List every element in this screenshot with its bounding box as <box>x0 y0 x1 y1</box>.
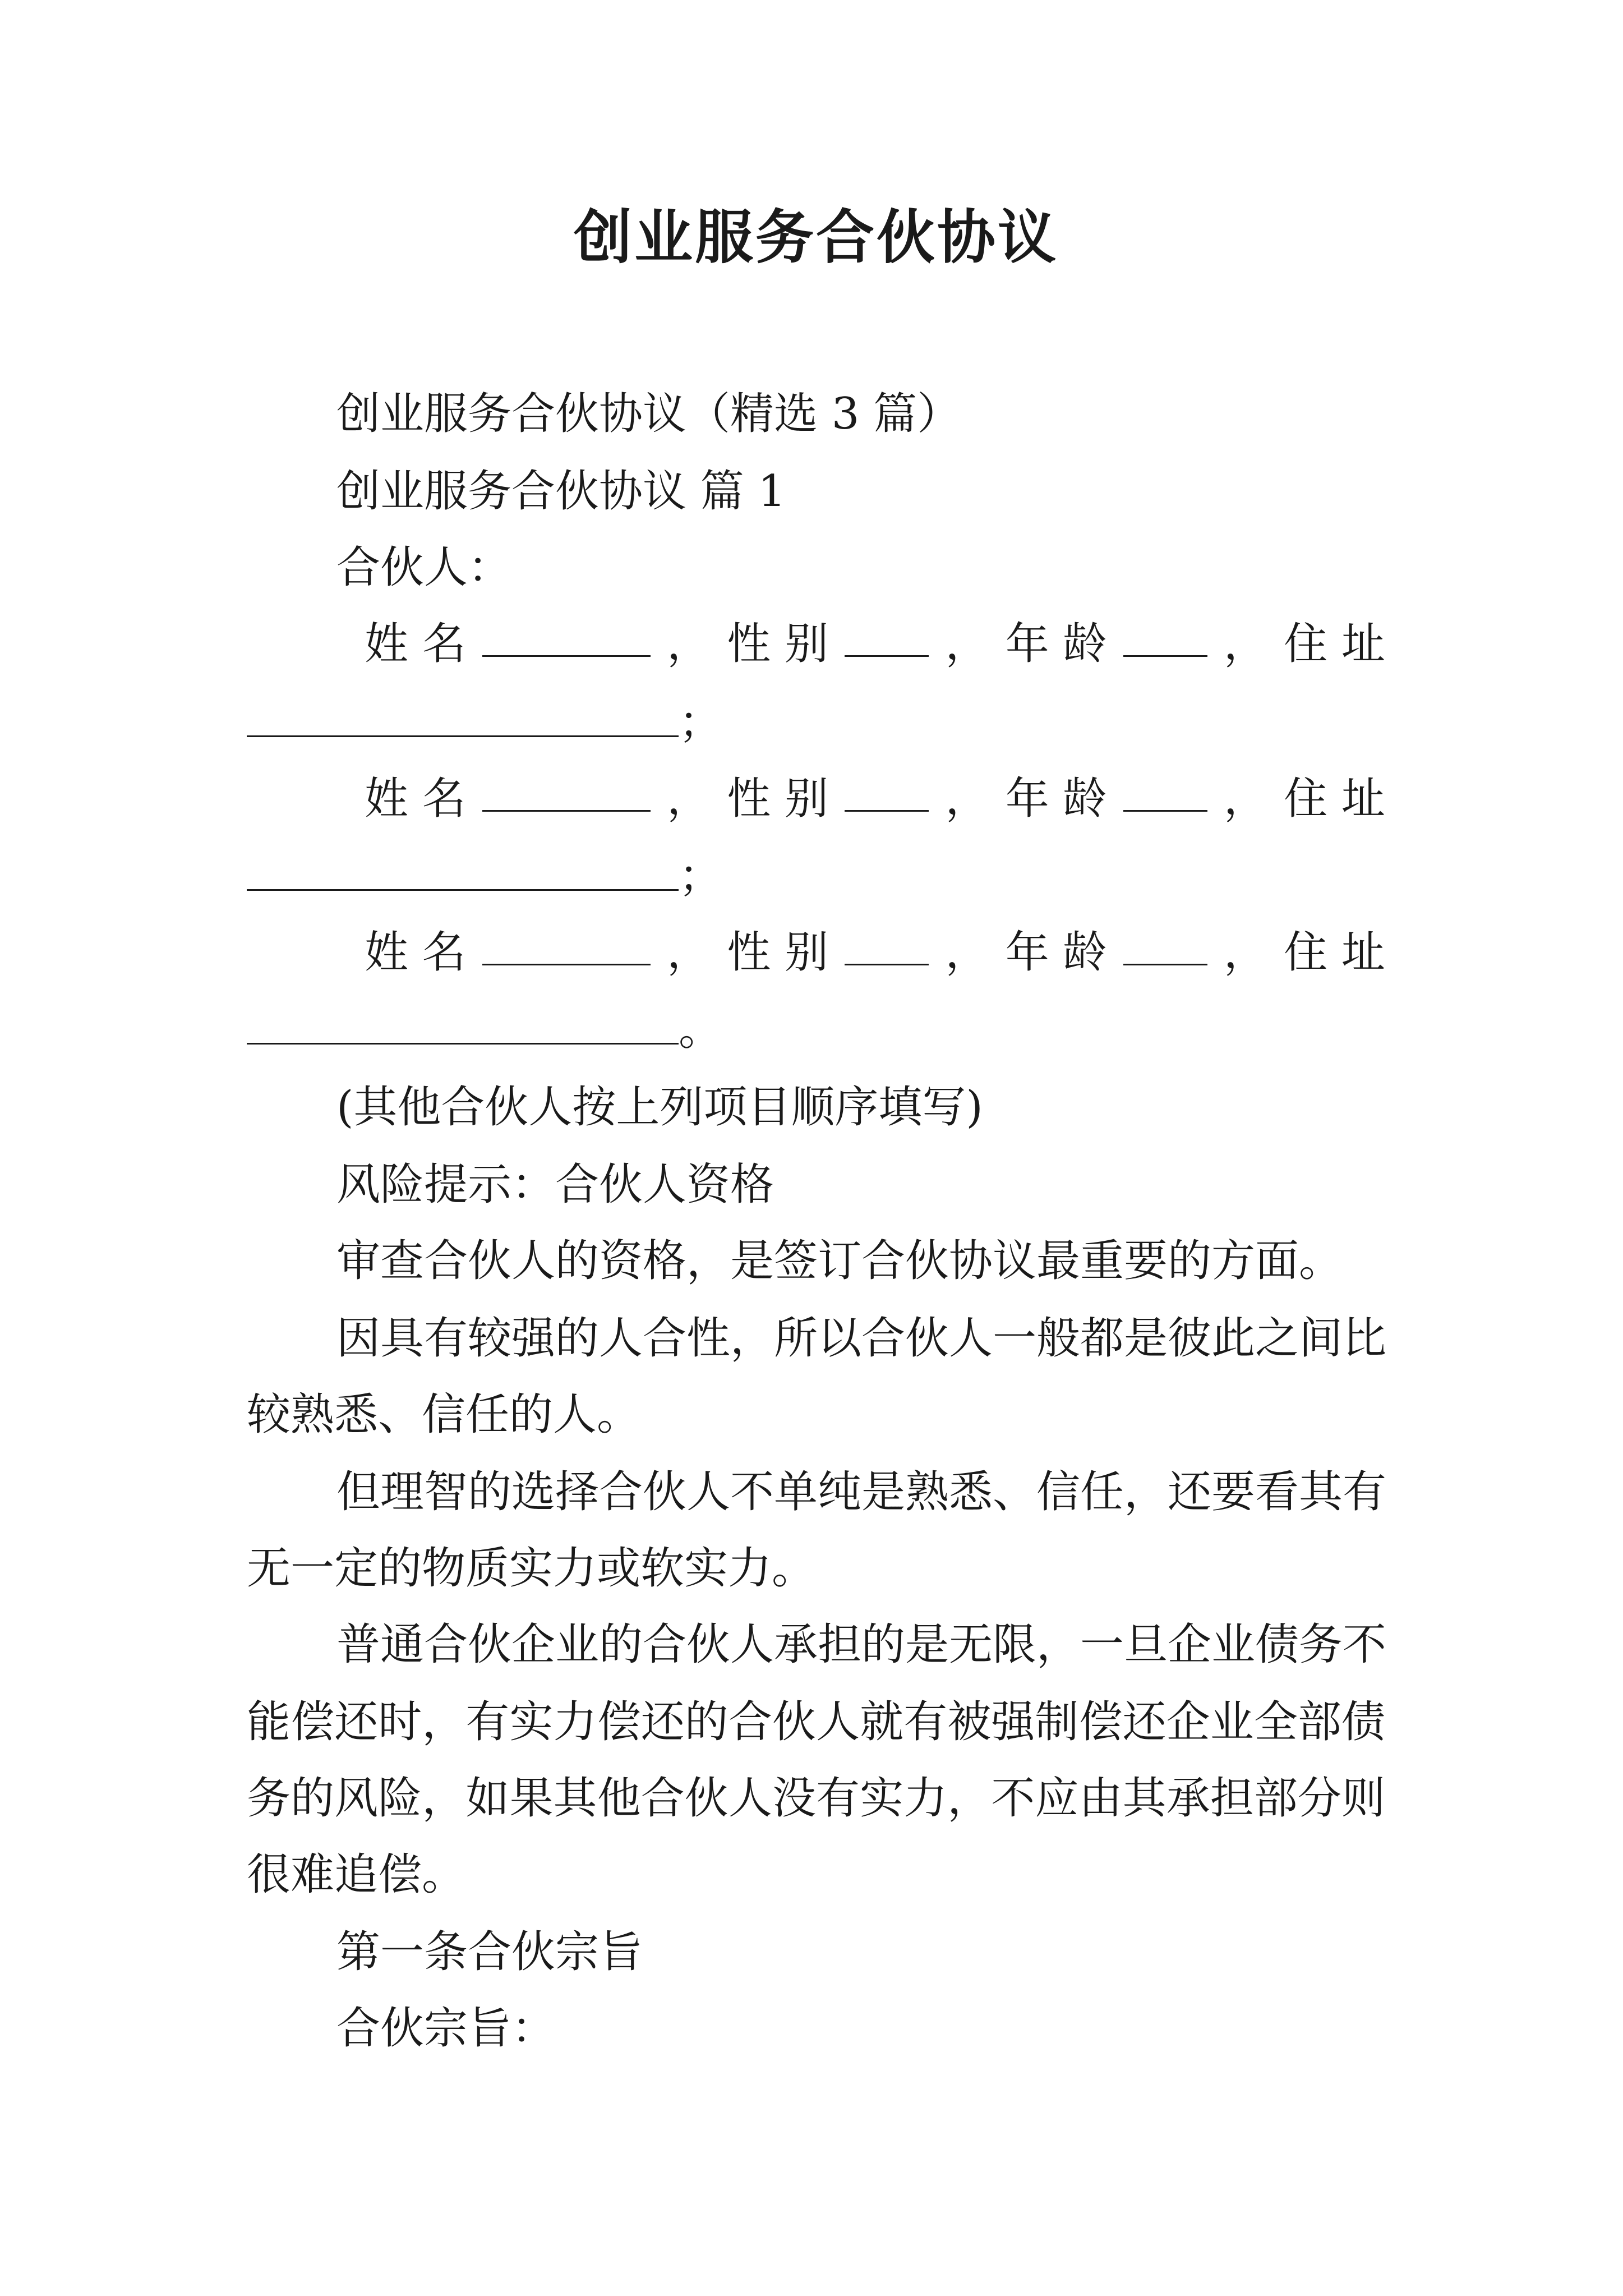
age-label: 年 龄 <box>1005 774 1107 824</box>
address-label: 住 址 <box>1284 927 1385 978</box>
semicolon: ； <box>679 697 723 748</box>
name-label: 姓 名 <box>365 774 466 824</box>
section-heading: 创业服务合伙协议 篇 1 <box>336 466 786 517</box>
age-label: 年 龄 <box>1005 927 1107 978</box>
paragraph-liability-line-2: 能偿还时，有实力偿还的合伙人就有被强制偿还企业全部债 <box>247 1697 1385 1747</box>
address-blank <box>247 1004 679 1045</box>
partner-row-1 <box>247 616 1385 672</box>
comma: ， <box>1223 774 1267 824</box>
paragraph-review: 审查合伙人的资格，是签订合伙协议最重要的方面。 <box>336 1236 1343 1286</box>
document-title: 创业服务合伙协议 <box>573 203 1058 272</box>
sex-blank <box>845 616 929 657</box>
address-blank <box>247 696 679 737</box>
name-label: 姓 名 <box>365 927 466 978</box>
partner-row-3 <box>247 924 1385 981</box>
partner-row-2 <box>247 771 1385 827</box>
name-blank <box>482 771 651 812</box>
partners-label: 合伙人： <box>336 542 512 593</box>
comma: ， <box>1223 927 1267 978</box>
age-blank <box>1123 924 1207 965</box>
comma: ， <box>945 927 989 978</box>
sex-label: 性 别 <box>727 774 829 824</box>
comma: ， <box>667 774 711 824</box>
paragraph-liability-line-1: 普通合伙企业的合伙人承担的是无限，一旦企业债务不 <box>336 1619 1387 1670</box>
semicolon: ； <box>679 851 723 901</box>
address-blank <box>247 850 679 891</box>
address-row-1 <box>247 694 722 751</box>
name-blank <box>482 924 651 965</box>
sex-label: 性 别 <box>727 927 829 978</box>
paragraph-liability-line-4: 很难追偿。 <box>247 1849 466 1900</box>
sex-blank <box>845 771 929 812</box>
comma: ， <box>667 619 711 669</box>
fill-instruction: (其他合伙人按上列项目顺序填写) <box>336 1082 983 1133</box>
paragraph-familiar-line-2: 较熟悉、信任的人。 <box>247 1389 641 1440</box>
comma: ， <box>1223 619 1267 669</box>
document-page <box>247 0 1385 2296</box>
article-one-heading: 第一条合伙宗旨 <box>336 1927 643 1977</box>
period: 。 <box>679 1005 723 1055</box>
risk-tip-heading: 风险提示：合伙人资格 <box>336 1159 774 1210</box>
paragraph-familiar-line-1: 因具有较强的人合性，所以合伙人一般都是彼此之间比 <box>336 1313 1387 1364</box>
sex-blank <box>845 924 929 965</box>
address-row-2 <box>247 848 722 904</box>
paragraph-rational-line-1: 但理智的选择合伙人不单纯是熟悉、信任，还要看其有 <box>336 1467 1387 1517</box>
sex-label: 性 别 <box>727 619 829 669</box>
age-label: 年 龄 <box>1005 619 1107 669</box>
comma: ， <box>945 774 989 824</box>
address-label: 住 址 <box>1284 774 1385 824</box>
comma: ， <box>945 619 989 669</box>
purpose-label: 合伙宗旨： <box>336 2003 556 2054</box>
comma: ， <box>667 927 711 978</box>
age-blank <box>1123 771 1207 812</box>
paragraph-liability-line-3: 务的风险，如果其他合伙人没有实力，不应由其承担部分则 <box>247 1773 1385 1824</box>
address-label: 住 址 <box>1284 619 1385 669</box>
subtitle-selected: 创业服务合伙协议（精选 3 篇） <box>336 389 961 439</box>
paragraph-rational-line-2: 无一定的物质实力或软实力。 <box>247 1543 816 1594</box>
age-blank <box>1123 616 1207 657</box>
name-label: 姓 名 <box>365 619 466 669</box>
name-blank <box>482 616 651 657</box>
address-row-3 <box>247 1002 722 1058</box>
